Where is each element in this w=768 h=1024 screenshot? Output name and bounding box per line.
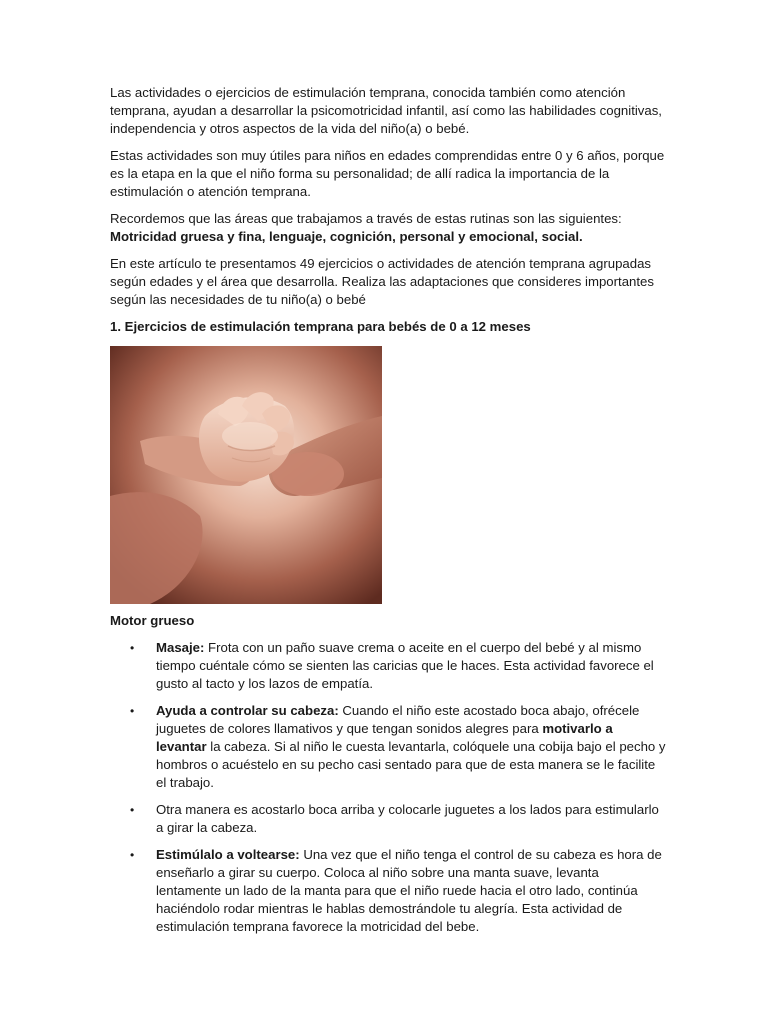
list-item-masaje <box>110 639 666 693</box>
list-item-text: Otra manera es acostarlo boca arriba y colocarle juguetes a los lados para estimularlo a girar la cabeza. <box>156 802 659 835</box>
age-range-paragraph: Estas actividades son muy útiles para niños en edades comprendidas entre 0 y 6 años, porque es la etapa en la que el niño forma su personalidad; de allí radica la importancia de la estimulación o atención temprana. <box>110 148 665 199</box>
list-item-text-continued: la cabeza. Si al niño le cuesta levantarla, colóquele una cobija bajo el pecho y hombros o acuéstelo en su pecho casi sentado para que de esta manera se le facilite el trabajo. <box>156 739 666 790</box>
areas-list-text: Motricidad gruesa y fina, lenguaje, cognición, personal y emocional, social. <box>110 229 583 244</box>
list-item-text: Una vez que el niño tenga el control de su cabeza es hora de enseñarlo a girar su cuerpo. Coloca al niño sobre una manta suave, levanta lentamente un lado de la manta para que el niño ruede hacia el otro lado, continúa haciéndolo rodar mientras le hablas demostrándole tu alegría. Esta actividad de estimulación temprana favorece la motricidad del bebe. <box>156 847 662 934</box>
areas-paragraph <box>110 210 666 246</box>
list-item-voltearse <box>110 846 666 936</box>
bullet-dot-icon: • <box>130 641 135 655</box>
bullet-dot-icon: • <box>130 803 135 817</box>
list-item-text: Cuando el niño este acostado boca abajo, ofrécele juguetes de colores llamativos y que tengan sonidos alegres para <box>156 703 640 736</box>
list-item-girar-cabeza <box>110 801 666 837</box>
intro-paragraph: Las actividades o ejercicios de estimulación temprana, conocida también como atención temprana, ayudan a desarrollar la psicomotricidad infantil, así como las habilidades cognitivas, independencia y otros aspectos de la vida del niño(a) o bebé. <box>110 85 662 136</box>
document-page <box>110 84 666 945</box>
article-summary-paragraph: En este artículo te presentamos 49 ejercicios o actividades de atención temprana agrupadas según edades y el área que desarrolla. Realiza las adaptaciones que consideres importantes según las necesidades de tu niño(a) o bebé <box>110 256 654 307</box>
list-item-text: Frota con un paño suave crema o aceite en el cuerpo del bebé y al mismo tiempo cuéntale cómo se sienten las caricias que le haces. Esta actividad favorece el gusto al tacto y los lazos de empatía. <box>156 640 654 691</box>
list-item-emphasis: motivarlo a levantar <box>156 721 613 754</box>
list-item-title: Estimúlalo a voltearse: <box>156 847 300 862</box>
bullet-dot-icon: • <box>130 704 135 718</box>
motor-grueso-subheading: Motor grueso <box>110 613 195 628</box>
activities-list <box>110 639 666 936</box>
list-item-controlar-cabeza <box>110 702 666 792</box>
baby-hand-photo <box>110 346 382 604</box>
areas-intro-text: Recordemos que las áreas que trabajamos a través de estas rutinas son las siguientes: <box>110 211 622 226</box>
list-item-title: Ayuda a controlar su cabeza: <box>156 703 339 718</box>
section-heading: 1. Ejercicios de estimulación temprana para bebés de 0 a 12 meses <box>110 319 531 334</box>
list-item-title: Masaje: <box>156 640 205 655</box>
baby-hand-illustration <box>110 346 382 604</box>
bullet-dot-icon: • <box>130 848 135 862</box>
